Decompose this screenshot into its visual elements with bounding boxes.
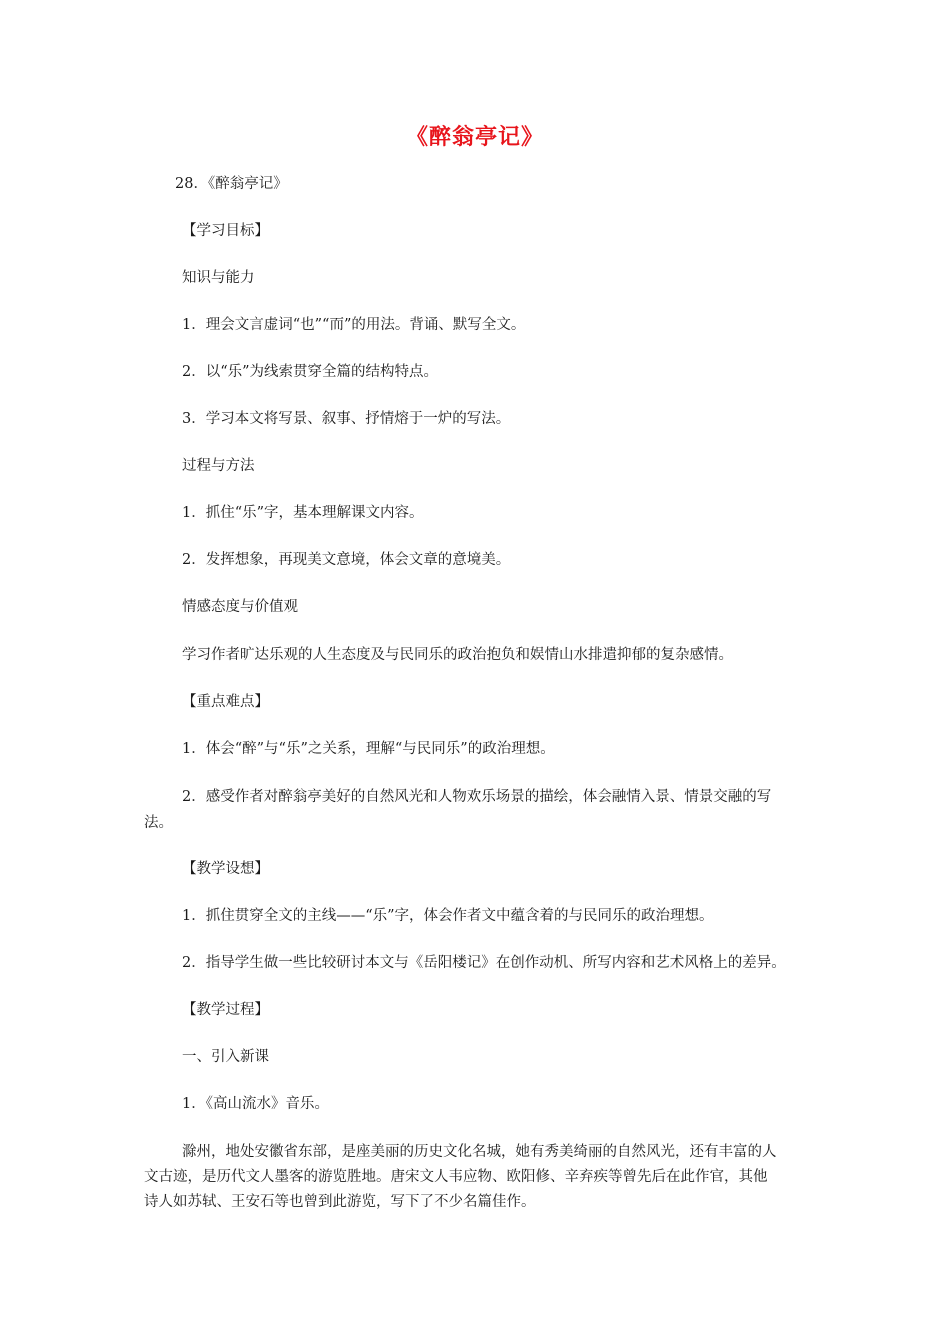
step-heading: 一、引入新课: [182, 1049, 269, 1065]
section-heading-objectives: 【学习目标】: [182, 223, 269, 239]
lesson-number-heading: 28．《醉翁亭记》: [175, 176, 288, 192]
intro-paragraph-line: 诗人如苏轼、王安石等也曾到此游览，写下了不少名篇佳作。: [144, 1194, 536, 1210]
page-title: 《醉翁亭记》: [405, 125, 544, 150]
intro-paragraph-line: 文古迹，是历代文人墨客的游览胜地。唐宋文人韦应物、欧阳修、辛弃疾等曾先后在此作官，其他: [144, 1169, 768, 1185]
key-point-item: 2．感受作者对醉翁亭美好的自然风光和人物欢乐场景的描绘，体会融情入景、情景交融的写: [182, 789, 772, 805]
subheading-knowledge: 知识与能力: [182, 270, 255, 286]
step-item: 1．《高山流水》音乐。: [182, 1096, 329, 1112]
objective-item: 3．学习本文将写景、叙事、抒情熔于一炉的写法。: [182, 411, 511, 427]
objective-item: 2．以“乐”为线索贯穿全篇的结构特点。: [182, 364, 439, 380]
subheading-attitude: 情感态度与价值观: [182, 599, 298, 615]
key-point-item-continued: 法。: [144, 815, 173, 831]
section-heading-design: 【教学设想】: [182, 861, 269, 877]
subheading-process: 过程与方法: [182, 458, 255, 474]
objective-item: 1．理会文言虚词“也”“而”的用法。背诵、默写全文。: [182, 317, 526, 333]
key-point-item: 1．体会“醉”与“乐”之关系，理解“与民同乐”的政治理想。: [182, 741, 555, 757]
design-item: 2．指导学生做一些比较研讨本文与《岳阳楼记》在创作动机、所写内容和艺术风格上的差异。: [182, 955, 786, 971]
process-item: 1．抓住“乐”字，基本理解课文内容。: [182, 505, 424, 521]
process-item: 2．发挥想象，再现美文意境，体会文章的意境美。: [182, 552, 511, 568]
design-item: 1．抓住贯穿全文的主线——“乐”字，体会作者文中蕴含着的与民同乐的政治理想。: [182, 908, 714, 924]
attitude-text: 学习作者旷达乐观的人生态度及与民同乐的政治抱负和娱情山水排遣抑郁的复杂感情。: [182, 647, 733, 663]
intro-paragraph-line: 滁州，地处安徽省东部，是座美丽的历史文化名城，她有秀美绮丽的自然风光，还有丰富的人: [182, 1144, 777, 1160]
section-heading-process: 【教学过程】: [182, 1002, 269, 1018]
section-heading-key-points: 【重点难点】: [182, 694, 269, 710]
